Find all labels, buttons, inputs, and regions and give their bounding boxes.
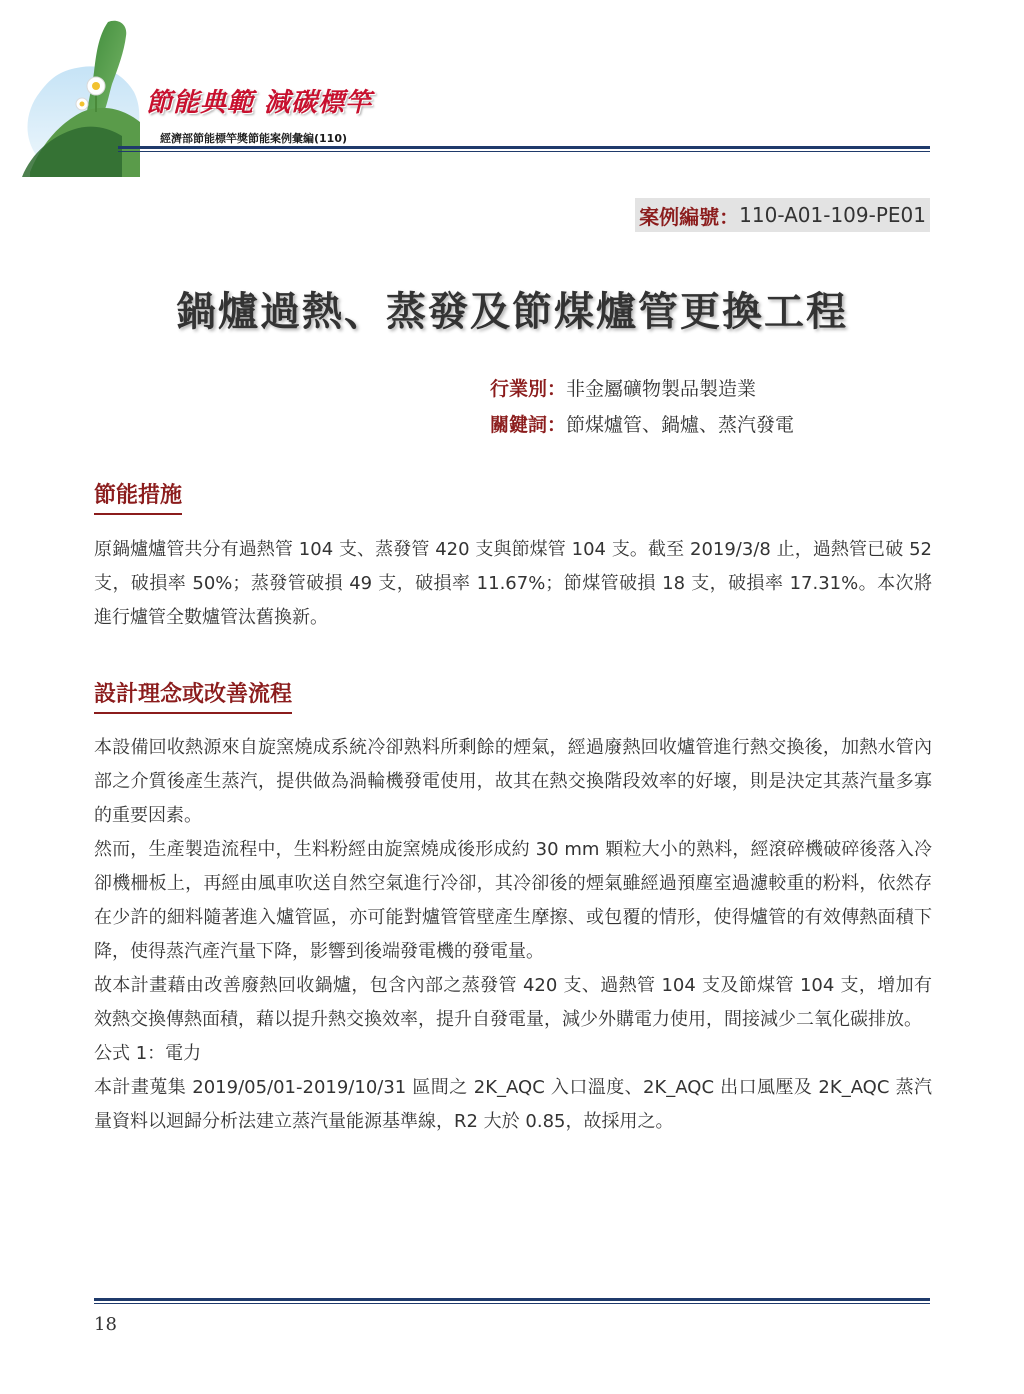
taiwan-island-logo-icon [22, 12, 152, 177]
case-number-label: 案例編號： [639, 204, 740, 229]
keywords-row [490, 410, 794, 437]
header-divider [118, 146, 930, 149]
brand-subtitle: 經濟部節能標竿獎節能案例彙編(110) [160, 132, 348, 145]
paragraph: 原鍋爐爐管共分有過熱管 104 支、蒸發管 420 支與節煤管 104 支。截至 2019/3/8 止，過熱管已破 52 支，破損率 50%；蒸發管破損 49 支，破損率 11.67%；節煤管破損 18 支，破損率 17.31%。本次將進行爐管全數爐管汰舊換新。 [94, 539, 932, 628]
section-heading-design-concept: 設計理念或改善流程 [94, 677, 292, 714]
case-number-value: 110-A01-109-PE01 [739, 203, 926, 227]
keywords-label: 關鍵詞： [490, 414, 567, 436]
section-heading-energy-measures: 節能措施 [94, 478, 182, 515]
brand-title: 節能典範 減碳標竿 [146, 88, 373, 118]
footer-divider-thin [94, 1303, 930, 1304]
paragraph: 本設備回收熱源來自旋窯燒成系統冷卻熟料所剩餘的煙氣，經過廢熱回收爐管進行熱交換後，加熱水管內部之介質後產生蒸汽，提供做為渦輪機發電使用，故其在熱交換階段效率的好壞，則是決定其蒸汽量多寡的重要因素。 [94, 737, 932, 826]
page-title: 鍋爐過熱、蒸發及節煤爐管更換工程 [176, 289, 848, 335]
industry-label: 行業別： [490, 378, 567, 400]
section-body-design-concept [94, 731, 932, 1139]
paragraph: 然而，生產製造流程中，生料粉經由旋窯燒成後形成約 30 mm 顆粒大小的熟料，經滾碎機破碎後落入冷卻機柵板上，再經由風車吹送自然空氣進行冷卻，其冷卻後的煙氣雖經過預塵室過濾較重的粉料，依然存在少許的細料隨著進入爐管區，亦可能對爐管管壁產生摩擦、或包覆的情形，使得爐管的有效傳熱面積下降，使得蒸汽產汽量下降，影響到後端發電機的發電量。 [94, 839, 932, 962]
case-number-badge [635, 198, 930, 232]
keywords-value: 節煤爐管、鍋爐、蒸汽發電 [566, 414, 795, 436]
paragraph: 本計畫蒐集 2019/05/01-2019/10/31 區間之 2K_AQC 入口溫度、2K_AQC 出口風壓及 2K_AQC 蒸汽量資料以迴歸分析法建立蒸汽量能源基準線，R2 大於 0.85，故採用之。 [94, 1077, 932, 1132]
header-divider-thin [118, 151, 930, 152]
industry-row [490, 374, 756, 401]
formula-label: 公式 1：電力 [94, 1043, 202, 1064]
footer-divider [94, 1298, 930, 1301]
industry-value: 非金屬礦物製品製造業 [566, 378, 757, 400]
page-header [0, 0, 1024, 180]
page-number: 18 [94, 1314, 117, 1335]
paragraph: 故本計畫藉由改善廢熱回收鍋爐，包含內部之蒸發管 420 支、過熱管 104 支及節煤管 104 支，增加有效熱交換傳熱面積，藉以提升熱交換效率，提升自發電量，減少外購電力使用，間接減少二氧化碳排放。 [94, 975, 932, 1030]
section-body-energy-measures [94, 533, 932, 635]
